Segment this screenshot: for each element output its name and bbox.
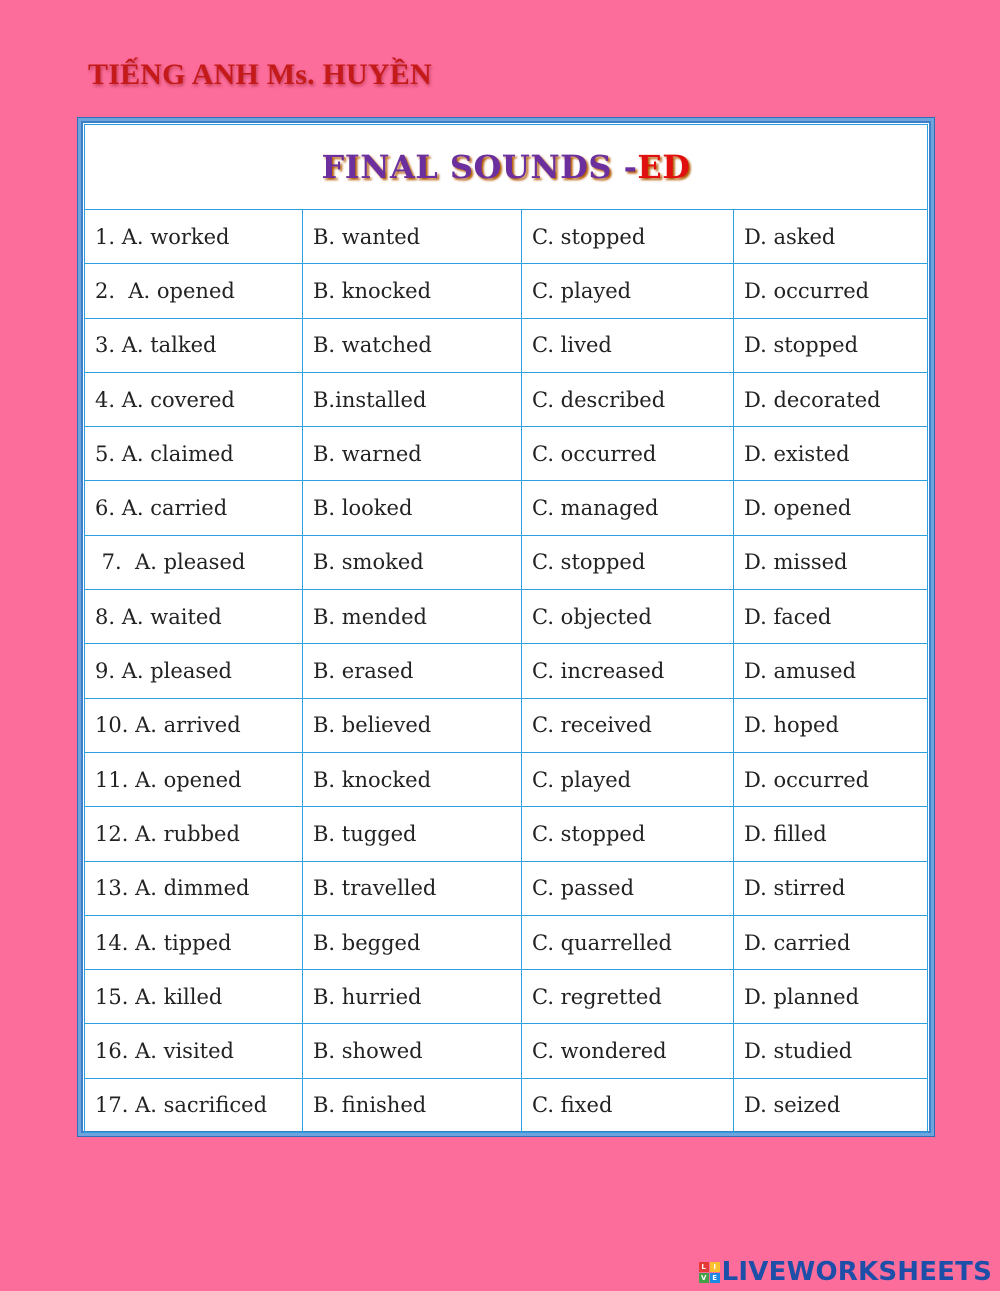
- option-d-cell: D. filled: [734, 807, 928, 861]
- option-b-cell: B. hurried: [303, 970, 522, 1024]
- option-d-cell: D. amused: [734, 644, 928, 698]
- worksheet-table: [84, 124, 928, 1133]
- question-row: [85, 481, 928, 535]
- question-row: [85, 752, 928, 806]
- question-row: [85, 807, 928, 861]
- option-a-cell: 8. A. waited: [85, 590, 303, 644]
- question-row: [85, 970, 928, 1024]
- page-header-title: TIẾNG ANH Ms. HUYỀN: [88, 58, 432, 91]
- option-a-cell: 10. A. arrived: [85, 698, 303, 752]
- option-a-cell: 14. A. tipped: [85, 915, 303, 969]
- question-row: [85, 644, 928, 698]
- question-row: [85, 698, 928, 752]
- option-c-cell: C. stopped: [522, 535, 734, 589]
- option-a-cell: 9. A. pleased: [85, 644, 303, 698]
- option-a-cell: 7. A. pleased: [85, 535, 303, 589]
- logo-letter-block: L: [699, 1262, 709, 1272]
- option-a-cell: 17. A. sacrificed: [85, 1078, 303, 1132]
- question-row: [85, 210, 928, 264]
- option-d-cell: D. hoped: [734, 698, 928, 752]
- option-b-cell: B. warned: [303, 427, 522, 481]
- worksheet-title-main: FINAL SOUNDS -: [321, 148, 638, 186]
- option-a-cell: 15. A. killed: [85, 970, 303, 1024]
- option-b-cell: B. believed: [303, 698, 522, 752]
- option-c-cell: C. passed: [522, 861, 734, 915]
- liveworksheets-logo: [699, 1257, 992, 1287]
- option-c-cell: C. increased: [522, 644, 734, 698]
- option-d-cell: D. stirred: [734, 861, 928, 915]
- question-row: [85, 264, 928, 318]
- option-d-cell: D. occurred: [734, 752, 928, 806]
- option-a-cell: 16. A. visited: [85, 1024, 303, 1078]
- question-row: [85, 861, 928, 915]
- option-c-cell: C. objected: [522, 590, 734, 644]
- option-a-cell: 13. A. dimmed: [85, 861, 303, 915]
- option-d-cell: D. occurred: [734, 264, 928, 318]
- question-row: [85, 1024, 928, 1078]
- question-row: [85, 535, 928, 589]
- option-b-cell: B.installed: [303, 372, 522, 426]
- option-d-cell: D. asked: [734, 210, 928, 264]
- option-b-cell: B. watched: [303, 318, 522, 372]
- worksheet-title-accent: ED: [637, 148, 691, 186]
- option-d-cell: D. faced: [734, 590, 928, 644]
- option-c-cell: C. played: [522, 264, 734, 318]
- option-c-cell: C. received: [522, 698, 734, 752]
- option-c-cell: C. stopped: [522, 807, 734, 861]
- option-d-cell: D. seized: [734, 1078, 928, 1132]
- option-a-cell: 5. A. claimed: [85, 427, 303, 481]
- option-b-cell: B. finished: [303, 1078, 522, 1132]
- option-c-cell: C. lived: [522, 318, 734, 372]
- option-d-cell: D. stopped: [734, 318, 928, 372]
- option-c-cell: C. stopped: [522, 210, 734, 264]
- logo-letter-block: E: [710, 1273, 720, 1283]
- option-b-cell: B. looked: [303, 481, 522, 535]
- option-c-cell: C. occurred: [522, 427, 734, 481]
- question-row: [85, 427, 928, 481]
- option-b-cell: B. mended: [303, 590, 522, 644]
- option-c-cell: C. wondered: [522, 1024, 734, 1078]
- option-b-cell: B. travelled: [303, 861, 522, 915]
- option-c-cell: C. fixed: [522, 1078, 734, 1132]
- option-d-cell: D. existed: [734, 427, 928, 481]
- option-a-cell: 12. A. rubbed: [85, 807, 303, 861]
- worksheet-frame: [78, 118, 934, 1136]
- option-d-cell: D. carried: [734, 915, 928, 969]
- question-row: [85, 590, 928, 644]
- option-b-cell: B. showed: [303, 1024, 522, 1078]
- option-a-cell: 11. A. opened: [85, 752, 303, 806]
- question-row: [85, 1078, 928, 1132]
- option-b-cell: B. begged: [303, 915, 522, 969]
- option-c-cell: C. regretted: [522, 970, 734, 1024]
- question-row: [85, 318, 928, 372]
- option-d-cell: D. studied: [734, 1024, 928, 1078]
- option-c-cell: C. played: [522, 752, 734, 806]
- question-row: [85, 372, 928, 426]
- logo-letter-block: I: [710, 1262, 720, 1272]
- worksheet-title: [85, 125, 928, 210]
- option-a-cell: 1. A. worked: [85, 210, 303, 264]
- option-b-cell: B. knocked: [303, 264, 522, 318]
- question-row: [85, 915, 928, 969]
- option-d-cell: D. missed: [734, 535, 928, 589]
- option-d-cell: D. opened: [734, 481, 928, 535]
- title-row: [85, 125, 928, 210]
- option-d-cell: D. decorated: [734, 372, 928, 426]
- option-b-cell: B. erased: [303, 644, 522, 698]
- option-a-cell: 6. A. carried: [85, 481, 303, 535]
- logo-icon: [699, 1262, 720, 1283]
- option-b-cell: B. knocked: [303, 752, 522, 806]
- option-b-cell: B. smoked: [303, 535, 522, 589]
- option-a-cell: 4. A. covered: [85, 372, 303, 426]
- option-a-cell: 2. A. opened: [85, 264, 303, 318]
- option-c-cell: C. quarrelled: [522, 915, 734, 969]
- option-c-cell: C. described: [522, 372, 734, 426]
- option-b-cell: B. wanted: [303, 210, 522, 264]
- option-c-cell: C. managed: [522, 481, 734, 535]
- logo-text: LIVEWORKSHEETS: [721, 1257, 992, 1287]
- option-b-cell: B. tugged: [303, 807, 522, 861]
- logo-letter-block: V: [699, 1273, 709, 1283]
- option-d-cell: D. planned: [734, 970, 928, 1024]
- option-a-cell: 3. A. talked: [85, 318, 303, 372]
